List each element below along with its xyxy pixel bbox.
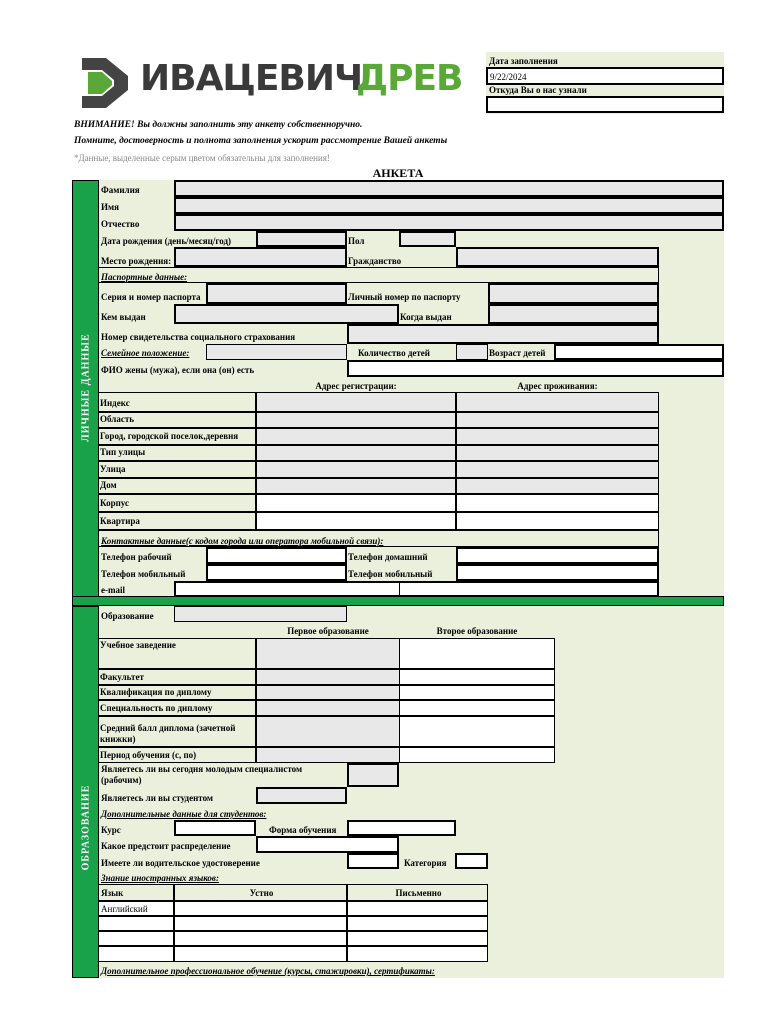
young-specialist-field[interactable]	[347, 763, 399, 787]
is-student-field[interactable]	[256, 787, 347, 804]
live-address-field[interactable]	[456, 478, 659, 494]
date-label: Дата заполнения	[489, 56, 558, 66]
first-education-header: Первое образование	[287, 626, 369, 636]
second-education-field[interactable]	[399, 700, 555, 716]
study-form-field[interactable]	[347, 820, 456, 836]
is-student-label: Являетесь ли вы студентом	[101, 793, 214, 803]
education-field[interactable]	[174, 606, 347, 622]
home-phone-field[interactable]	[456, 547, 659, 564]
course-field[interactable]	[174, 820, 256, 836]
live-address-field[interactable]	[456, 512, 659, 530]
education-row-label: Квалификация по диплому	[98, 685, 256, 700]
company-logo	[80, 56, 470, 110]
second-education-field[interactable]	[399, 747, 555, 763]
live-address-field[interactable]	[456, 445, 659, 461]
form-title: АНКЕТА	[372, 166, 424, 180]
education-section-label: ОБРАЗОВАНИЕ	[80, 784, 92, 871]
mobile-phone2-field[interactable]	[456, 564, 659, 581]
driver-license-field[interactable]	[347, 853, 399, 869]
address-row-label: Корпус	[98, 494, 256, 512]
email-label: e-mail	[101, 585, 125, 595]
birth-place-field[interactable]	[174, 247, 347, 267]
language-oral-field[interactable]	[174, 931, 347, 946]
address-row-label: Область	[98, 412, 256, 428]
address-row-label: Город, городской поселок,деревня	[98, 428, 256, 445]
passport-number-label: Серия и номер паспорта	[101, 292, 201, 302]
issued-by-label: Кем выдан	[101, 312, 146, 322]
children-count-label: Количество детей	[358, 348, 430, 358]
reg-address-field[interactable]	[256, 412, 456, 428]
category-field[interactable]	[455, 853, 488, 869]
first-education-field[interactable]	[256, 716, 400, 747]
passport-section-line	[98, 267, 659, 283]
personal-number-field[interactable]	[488, 283, 659, 304]
category-label: Категория	[404, 858, 447, 868]
required-note: *Данные, выделенные серым цветом обязательны для заполнения!	[74, 153, 330, 163]
issued-when-label: Когда выдан	[400, 312, 452, 322]
course-label: Курс	[101, 825, 121, 835]
email-divider	[399, 581, 400, 597]
live-address-field[interactable]	[456, 494, 659, 512]
study-form-label: Форма обучения	[269, 825, 337, 835]
education-row-label: Учебное заведение	[98, 638, 256, 669]
citizenship-field[interactable]	[456, 247, 659, 267]
source-field[interactable]	[486, 96, 724, 113]
reg-address-field[interactable]	[256, 428, 456, 445]
reg-address-field[interactable]	[256, 512, 456, 530]
language-name-cell[interactable]	[98, 931, 174, 946]
family-status-label: Семейное положение:	[101, 348, 190, 358]
language-name-cell[interactable]	[98, 946, 174, 962]
mobile-phone-label: Телефон мобильный	[101, 569, 186, 579]
name-label: Имя	[101, 202, 119, 212]
second-education-header: Второе образование	[436, 626, 518, 636]
reg-address-field[interactable]	[256, 478, 456, 494]
education-row-label: Период обучения (с, по)	[98, 747, 256, 763]
second-education-field[interactable]	[399, 669, 555, 685]
education-row-label: Специальность по диплому	[98, 700, 256, 716]
issued-by-field[interactable]	[174, 304, 399, 324]
logo-text-dark: ИВАЦЕВИЧ	[140, 58, 363, 99]
children-count-field[interactable]	[456, 344, 488, 360]
sex-label: Пол	[348, 236, 365, 246]
language-column-header: Язык	[98, 884, 174, 901]
first-education-field[interactable]	[256, 669, 400, 685]
address-row-label: Индекс	[98, 392, 256, 412]
address-row-label: Дом	[98, 478, 256, 494]
language-oral-field[interactable]	[174, 916, 347, 931]
language-name-cell[interactable]	[98, 916, 174, 931]
children-age-label: Возраст детей	[489, 348, 546, 358]
insurance-field[interactable]	[347, 324, 659, 344]
reminder-note: Помните, достоверность и полнота заполнения ускорит рассмотрение Вашей анкеты	[74, 136, 448, 146]
education-label: Образование	[101, 611, 154, 621]
personal-number-label: Личный номер по паспорту	[348, 292, 461, 302]
language-oral-field[interactable]	[174, 901, 347, 916]
work-phone-field[interactable]	[206, 547, 347, 564]
first-education-field[interactable]	[256, 638, 400, 669]
first-education-field[interactable]	[256, 685, 400, 700]
driver-license-label: Имеете ли водительское удостоверение	[101, 858, 260, 868]
passport-number-field[interactable]	[206, 283, 347, 304]
written-column-header: Письменно	[347, 884, 488, 901]
birth-date-field[interactable]	[256, 231, 347, 247]
reg-address-field[interactable]	[256, 461, 456, 478]
contacts-section-line	[98, 530, 659, 547]
personal-section-label: ЛИЧНЫЕ ДАННЫЕ	[80, 333, 92, 442]
education-row-label: Средний балл диплома (зачетной книжки)	[98, 716, 256, 747]
address-row-label: Квартира	[98, 512, 256, 530]
reg-address-header: Адрес регистрации:	[315, 381, 397, 391]
birth-date-label: Дата рождения (день/месяц/год)	[101, 236, 232, 246]
mobile-phone2-label: Телефон мобильный	[348, 569, 433, 579]
distribution-label: Какое предстоит распределение	[101, 841, 231, 851]
extra-training-label: Дополнительное профессиональное обучение (курсы, стажировки), сертификаты:	[101, 966, 435, 976]
live-address-field[interactable]	[456, 412, 659, 428]
reg-address-field[interactable]	[256, 392, 456, 412]
live-address-field[interactable]	[456, 461, 659, 478]
issued-when-field[interactable]	[488, 304, 659, 324]
patronymic-label: Отчество	[101, 219, 140, 229]
distribution-field[interactable]	[256, 836, 399, 853]
reg-address-field[interactable]	[256, 494, 456, 512]
language-written-field[interactable]	[347, 946, 488, 962]
patronymic-field[interactable]	[174, 214, 724, 231]
address-row-label: Улица	[98, 461, 256, 478]
home-phone-label: Телефон домашний	[348, 552, 428, 562]
passport-section-label: Паспортные данные:	[101, 272, 188, 282]
language-oral-field[interactable]	[174, 946, 347, 962]
language-written-field[interactable]	[347, 931, 488, 946]
reg-address-field[interactable]	[256, 445, 456, 461]
mobile-phone-field[interactable]	[206, 564, 347, 581]
logo-text-green: ДРЕВ	[356, 58, 463, 99]
languages-section-label: Знание иностранных языков:	[101, 873, 219, 883]
first-education-field[interactable]	[256, 700, 400, 716]
date-value: 9/22/2024	[490, 72, 527, 82]
surname-label: Фамилия	[101, 185, 140, 195]
surname-field[interactable]	[174, 180, 724, 197]
young-specialist-label: Являетесь ли вы сегодня молодым специалистом (рабочим)	[101, 764, 303, 785]
spouse-label: ФИО жены (мужа), если она (он) есть	[101, 365, 255, 375]
section-divider-bar	[72, 596, 724, 606]
student-section-label: Дополнительные данные для студентов:	[101, 809, 267, 819]
second-education-field[interactable]	[399, 716, 555, 747]
logo-mark-icon	[80, 56, 132, 110]
education-row-label: Факультет	[98, 669, 256, 685]
spouse-field[interactable]	[347, 360, 724, 377]
sex-field[interactable]	[399, 231, 456, 247]
work-phone-label: Телефон рабочий	[101, 552, 172, 562]
name-field[interactable]	[174, 197, 724, 214]
second-education-field[interactable]	[399, 685, 555, 700]
date-field[interactable]	[486, 67, 724, 85]
source-label: Откуда Вы о нас узнали	[489, 85, 587, 95]
insurance-label: Номер свидетельства социального страхования	[101, 332, 296, 342]
address-row-label: Тип улицы	[98, 445, 256, 461]
birth-place-label: Место рождения:	[101, 256, 172, 266]
oral-column-header: Устно	[174, 884, 347, 901]
live-address-field[interactable]	[456, 428, 659, 445]
family-status-field[interactable]	[206, 344, 347, 360]
citizenship-label: Гражданство	[348, 256, 402, 266]
language-name-cell[interactable]: Английский	[98, 901, 174, 916]
email-field[interactable]	[174, 581, 659, 597]
language-written-field[interactable]	[347, 901, 488, 916]
language-written-field[interactable]	[347, 916, 488, 931]
live-address-field[interactable]	[456, 392, 659, 412]
warning-note: ВНИМАНИЕ! Вы должны заполнить эту анкету собственноручно.	[74, 120, 363, 130]
children-age-field[interactable]	[554, 344, 724, 360]
contacts-section-label: Контактные данные(с кодом города или оператора мобильной связи):	[101, 536, 384, 546]
first-education-field[interactable]	[256, 747, 400, 763]
second-education-field[interactable]	[399, 638, 555, 669]
live-address-header: Адрес проживания:	[517, 381, 598, 391]
